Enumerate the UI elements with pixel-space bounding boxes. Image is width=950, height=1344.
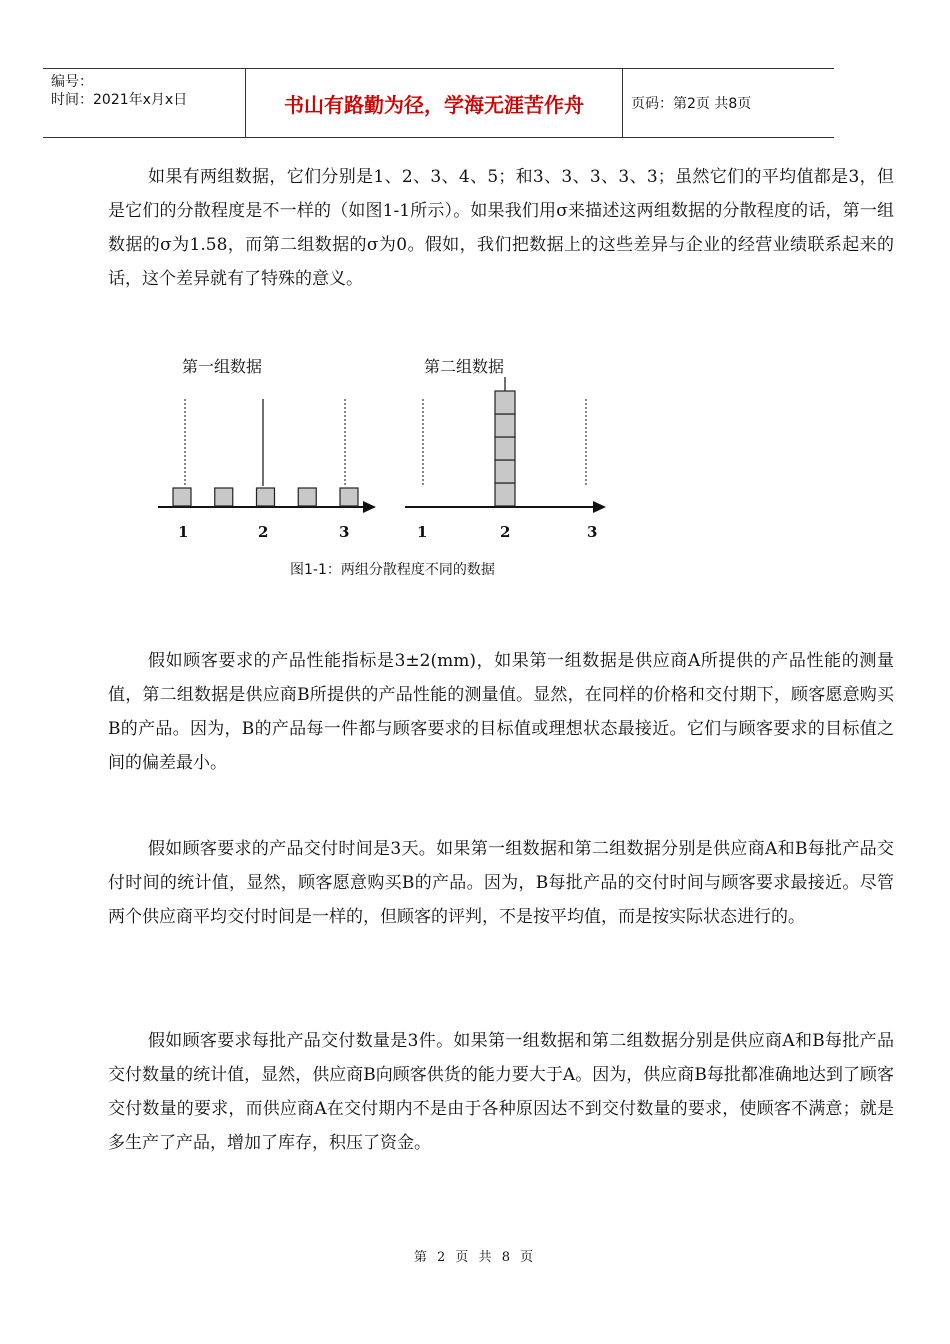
group1-data-box [340, 488, 358, 506]
dispersion-chart [150, 344, 620, 584]
group1-tick-label-3: 3 [339, 523, 350, 541]
paragraph-1: 如果有两组数据，它们分别是1、2、3、4、5；和3、3、3、3、3；虽然它们的平均值都是3，但是它们的分散程度是不一样的（如图1-1所示）。如果我们用σ来描述这两组数据的分散程度的话，第一组数据的σ为1.58，而第二组数据的σ为0。假如，我们把数据上的这些差异与企业的经营业绩联系起来的话，这个差异就有了特殊的意义。 [108, 167, 894, 289]
page-header [43, 68, 834, 138]
group2-data-box [495, 460, 515, 483]
page-footer: 第 2 页 共 8 页 [413, 1250, 537, 1265]
group1-tick-label-1: 1 [178, 523, 189, 541]
group2-data-box [495, 414, 515, 437]
group1-title: 第一组数据 [182, 357, 263, 376]
group1-data-box [298, 488, 316, 506]
group2-boxes [495, 391, 515, 506]
group1-axis-arrow [363, 501, 376, 513]
group2-data-box [495, 483, 515, 506]
time-label: 时间：2021年x月x日 [51, 92, 188, 108]
group2-tick-label-1: 1 [417, 523, 428, 541]
group1-data-box [257, 488, 275, 506]
group2-axis-arrow [593, 501, 606, 513]
group2-data-box [495, 391, 515, 414]
group2-data-box [495, 437, 515, 460]
group2-tick-label-3: 3 [587, 523, 598, 541]
header-motto: 书山有路勤为径，学海无涯苦作舟 [245, 69, 623, 137]
header-page-label: 页码：第2页 共8页 [631, 96, 752, 112]
group1-data-box [173, 488, 191, 506]
number-label: 编号： [51, 74, 93, 90]
paragraph-2: 假如顾客要求的产品性能指标是3±2(mm)，如果第一组数据是供应商A所提供的产品性能的测量值，第二组数据是供应商B所提供的产品性能的测量值。显然，在同样的价格和交付期下，顾客愿意购买B的产品。因为，B的产品每一件都与顾客要求的目标值或理想状态最接近。它们与顾客要求的目标值之间的偏差最小。 [108, 651, 894, 773]
header-meta [43, 69, 245, 137]
figure-1-1 [150, 344, 620, 584]
paragraph-3: 假如顾客要求的产品交付时间是3天。如果第一组数据和第二组数据分别是供应商A和B每批产品交付时间的统计值，显然，顾客愿意购买B的产品。因为，B每批产品的交付时间与顾客要求最接近。尽管两个供应商平均交付时间是一样的，但顾客的评判，不是按平均值，而是按实际状态进行的。 [108, 839, 894, 927]
paragraph-4: 假如顾客要求每批产品交付数量是3件。如果第一组数据和第二组数据分别是供应商A和B每批产品交付数量的统计值，显然，供应商B向顾客供货的能力要大于A。因为，供应商B每批都准确地达到了顾客交付数量的要求，而供应商A在交付期内不是由于各种原因达不到交付数量的要求，使顾客不满意；就是多生产了产品，增加了库存，积压了资金。 [108, 1031, 894, 1153]
group2-title: 第二组数据 [424, 357, 505, 376]
group1-tick-label-2: 2 [258, 523, 269, 541]
group1-data-box [215, 488, 233, 506]
group2-tick-label-2: 2 [500, 523, 511, 541]
group1-boxes [173, 488, 358, 506]
figure-caption: 图1-1：两组分散程度不同的数据 [290, 562, 495, 578]
